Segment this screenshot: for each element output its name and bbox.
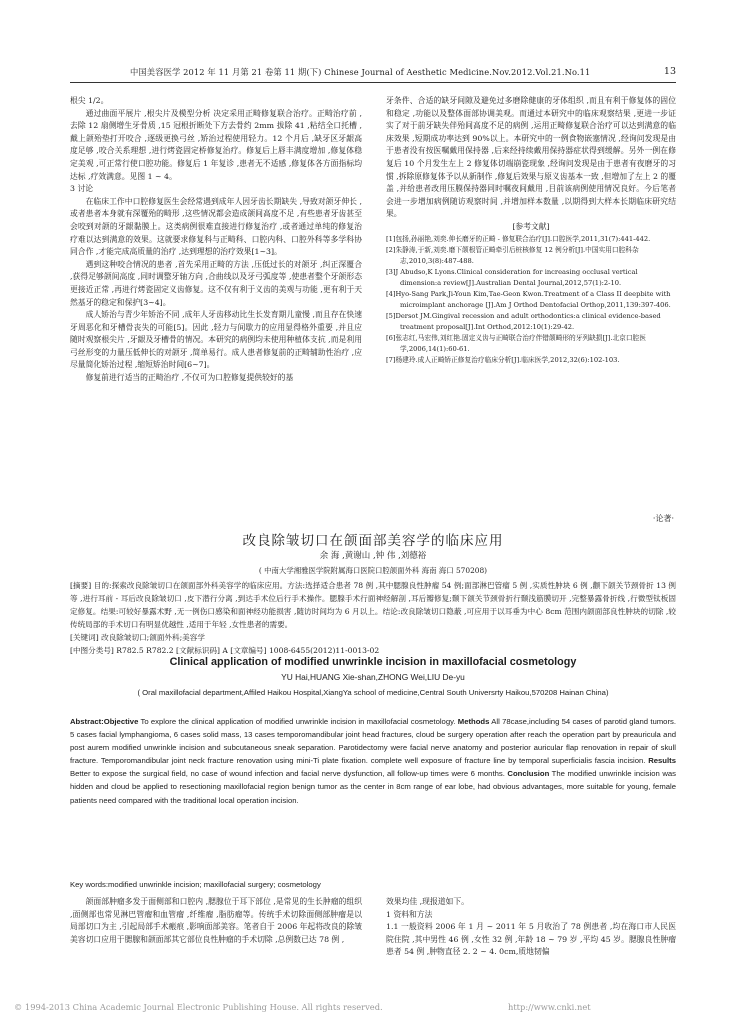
methods-text: All 78case,including 54 cases of parotid gland tumors. 5 cases facial lymphangioma, 6 cases solid mass, 13 cases temporomandibular joint head fractures, cloud be surgery operation after reach the operation part by preauricula and post aurem modified unwrinkle incision and subcutaneous sneak separation. Parotidectomy were facial nerve anatomy and posterior auricular flap renovation in repair of skull fracture. Temporomandibular joint neck fracture renovation using mini-Ti plate fixation. complete well exposure of fracture line by temporal superficialis fascia incision. — [70, 717, 676, 766]
section-heading: 3 讨论 — [70, 184, 94, 194]
body-right-column — [386, 896, 676, 959]
paragraph: 在临床工作中口腔修复医生会经常遇到成年人因牙齿长期缺失 ,导致对颌牙伸长 ,或者患者本身就有深覆殆的畸形 ,这些情况都会造成颌间高度不足 ,有些患者牙齿甚至会咬到对颌的牙龈黏膜上。这类病例很难直接进行修复治疗 ,或者通过单纯的修复治疗难以达到满意的效果。这就要求修复科与正畸科、口腔内科、口腔外科等多学科协同合作 ,才能完成高质量的治疗 ,达到理想的治疗效果[1~3]。 — [70, 196, 362, 257]
paragraph: 1.1 一般资料 2006 年 1 月 ~ 2011 年 5 月收治了 78 例患者 ,均在海口市人民医院住院 ,其中男性 46 例 ,女性 32 例 ,年龄 18 ~ 79 岁 ,平均 45 岁。腮腺良性肿瘤患者 54 例 ,肿物直径 2. 2 ~ 4. 0cm,质地韧偏 — [386, 922, 676, 957]
reference-item: [5]Dersot JM.Gingival recession and adult orthodontics:a clinical evidence-based treatment proposal[J].Int Orthod,2012:10(1):29-42. — [386, 311, 661, 331]
abstract-cn: [摘要] 目的:探索改良除皱切口在颌面部外科美容学的临床应用。方法:选择适合患者 78 例 ,其中腮腺良性肿瘤 54 例;面部淋巴管瘤 5 例 ,实质性肿块 6 例 ,颧下颌关节颈骨折 13 例等 ,进行耳前 - 耳后改良除皱切口 ,皮下潜行分离 ,到达手术位后行手术操作。腮腺手术行面神经解剖 ,耳后瓣修复;颞下颌关节颈骨折行颞浅筋膜切开 ,完整暴露骨折线 ,行微型钛板固定修复。结果:可较好暴露术野 ,无一例伤口感染和面神经功能损害 ,随访时间均为 6 月以上。结论:改良除皱切口隐蔽 ,可应用于以耳垂为中心 8cm 范围内颌面部良性肿块的切除 ,较传统局部的手术切口有明显优越性 ,适用于年轻 ,女性患者的需要。 — [70, 581, 676, 630]
references-heading: [参考文献] — [512, 221, 550, 231]
keywords-en: Key words:modified unwrinkle incision; maxillofacial surgery; cosmetology — [70, 880, 321, 889]
section-heading: 1 资料和方法 — [386, 909, 433, 919]
article-title-en: Clinical application of modified unwrinkle incision in maxillofacial cosmetology — [169, 656, 577, 668]
paragraph: 根尖 1/2。 — [70, 96, 109, 105]
paragraph: 牙条件、合适的缺牙间隙及避免过多磨除健康的牙体组织 ,而且有利于修复体的固位和稳定 ,功能以及整体面部协调美观。而通过本研究中的临床观察结果 ,更进一步证实了对于前牙缺失伴殆间高度不足的病例 ,运用正畸修复联合治疗可以达到满意的临床效果 ,短期成功率达到 90%以上。本研究中的一例食物嵌塞情况 ,经询问发现是由于患者没有按医嘱戴用保持器 ,后来经持续戴用保持器症状得到缓解。另外一例在修复后 10 个月发生左上 2 修复体切端崩瓷现象 ,经询问发现是由于患者有夜磨牙的习惯 ,拆除原修复体予以从新制作 ,修复后效果与原义齿基本一致 ,但增加了左上 2 的覆盖 ,并给患者改用压膜保持器同时嘱夜间戴用 ,目前该病例使用情况良好。今后笔者会进一步增加病例随访观察时间 ,并增加样本数量 ,以期得到大样本长期临床研究结果。 — [386, 96, 676, 219]
reference-item: [1]包扬,孙丽艳,刘奕.伸长磨牙的正畸 - 修复联合治疗[J].口腔医学,2011,31(7):441-442. — [386, 234, 651, 243]
reference-item: [6]张志红,马宏伟,刘红艳.固定义齿与正畸联合治疗伴错颌畸形的牙列缺损[J].北京口腔医学,2006,14(1):60-61. — [386, 333, 646, 353]
affiliation-cn: ( 中南大学湘雅医学院附属海口医院口腔颌面外科 海南 海口 570208) — [258, 566, 488, 575]
copyright-footer: © 1994-2013 China Academic Journal Electronic Publishing House. All rights reserved. — [14, 1002, 383, 1012]
running-header — [70, 66, 676, 83]
reference-item: [3]J Abudso,K Lyons.Clinical consideration for increasing occlusal vertical dimension:a review[J].Australian Dental Journal,2012,57(1):2-10. — [386, 267, 638, 287]
affiliation-en: ( Oral maxillofacial department,Affiled Haikou Hospital,XiangYa school of medicine,Central South Universrty Haikou,570208 Hainan China) — [137, 688, 609, 697]
results-text: Better to expose the surgical field, no case of wound infection and facial nerve dysfunction, all follow-up times were 6 months. — [70, 769, 505, 779]
keywords-cn: [关键词] 改良除皱切口;颌面外科;美容学 — [70, 633, 205, 643]
page-number: 13 — [663, 66, 676, 77]
body-left-column — [70, 896, 362, 946]
reference-item: [7]杨建玲.成人正畸矫正修复治疗临床分析[J].临床医学,2012,32(6):102-103. — [386, 355, 620, 364]
objective-label: Objective — [103, 717, 139, 726]
right-column — [386, 95, 676, 366]
footer-url[interactable]: http://www.cnki.net — [508, 1002, 591, 1012]
abstract-cn-block — [70, 579, 676, 658]
paragraph: 修复前进行适当的正畸治疗 ,不仅可为口腔修复提供较好的基 — [85, 373, 294, 383]
abstract-label: Abstract: — [70, 717, 104, 726]
conclusion-label: Conclusion — [507, 769, 550, 779]
results-label: Results — [648, 756, 676, 766]
reference-item: [2]朱静涛,于新,刘奕.磨下颌根管正畸牵引后桩核修复 12 例分析[J].中国实用口腔科杂志,2010,3(8):487-488. — [386, 245, 639, 265]
section-tag: ·论著· — [652, 514, 674, 523]
authors-en: YU Hai,HUANG Xie-shan,ZHONG Wei,LIU De-yu — [281, 672, 465, 682]
running-title: 中国美容医学 2012 年 11 月第 21 卷第 11 期(下) Chinese Journal of Aesthetic Medicine.Nov.2012.Vol.21.No.11 — [130, 67, 591, 77]
paragraph: 成人矫治与青少年矫治不同 ,成年人牙齿移动比生长发育期儿童慢 ,而且存在快速牙周恶化和牙槽骨丧失的可能[5]。因此 ,轻力与间歇力的应用显得格外重要 ,并且应随时观察根尖片 ,牙龈及牙槽骨的情况。本研究的病例均未使用种植体支抗 ,而是利用弓丝形变的力量压低伸长的对颌牙 ,简单易行。成人患者修复前的正畸辅助性治疗 ,应尽量简化矫治过程 ,缩短矫治时间[6~7]。 — [70, 310, 362, 370]
left-column — [70, 95, 362, 385]
paragraph: 遇到这种咬合情况的患者 ,首先采用正畸的方法 ,压低过长的对颌牙 ,纠正深覆合 ,获得足够颌间高度 ,同时调整牙轴方向 ,合曲线以及牙弓弧度等 ,使患者整个牙颌形态更接近正常 ,再进行烤瓷固定义齿修复。这不仅有利于义齿的美观与功能 ,更有利于天然基牙的稳定和保护[3~4]。 — [70, 259, 362, 307]
paragraph: 效果均佳 ,现报道如下。 — [386, 897, 469, 906]
paragraph: 通过曲面平展片 ,根尖片及模型分析 决定采用正畸修复联合治疗。正畸治疗前 ,去除 12 扇侧增生牙骨质 ,15 冠根折断处下方去骨约 2mm 拔除 41 ,粘结全口托槽 ,戴上颌殆垫打开咬合 ,逐级更换弓丝 ,矫治过程使用轻力。12 个月后 ,缺牙区牙龈高度足够 ,咬合关系理想 ,进行烤瓷固定桥修复治疗。修复后上唇丰满度增加 ,修复体稳定美观 ,可正常行使口腔功能。修复后 1 年复诊 ,患者无不适感 ,修复体各方面指标均达标 ,疗效满意。见图 1 ~ 4。 — [70, 108, 362, 181]
article-title-cn: 改良除皱切口在颌面部美容学的临床应用 — [242, 533, 504, 549]
authors-cn: 余 海 ,黄谢山 ,钟 伟 ,刘德裕 — [319, 551, 427, 561]
reference-item: [4]Hyo-Sang Park,Ji-Youn Kim,Tae-Geon Kwon.Treatment of a Class II deepbite with microimplant anchorage [J].Am J Orthod Dentofacial Orthop,2011,139:397-406. — [386, 289, 671, 309]
objective-text: To explore the clinical application of modified unwrinkle incision in maxillofacial cosmetology. — [138, 717, 456, 726]
paragraph: 颌面部肿瘤多发于面侧部和口腔内 ,腮腺位于耳下部位 ,是常见的生长肿瘤的组织 ,面侧部也常见淋巴管瘤和血管瘤 ,纤维瘤 ,脂肪瘤等。传统手术切除面侧部肿瘤是以局部切口为主 ,引起局部手术瘢痕 ,影响面部美容。笔者自于 2006 年起将改良的除皱美容切口应用于腮腺和颌面部其它部位良性肿瘤的手术切除 ,总例数已达 78 例 , — [70, 897, 363, 944]
conclusion-text: The modified unwrinkle incision was hidden and cloud be applied to resectioning maxillofacial region benign tumor as the center in 8cm range of ear lobe, had obvious advantages, more suitable for young, female patients need compared with the traditional local operation incision. — [70, 769, 676, 805]
abstract-en — [70, 715, 676, 807]
classification-cn: [中图分类号] R782.5 R782.2 [文献标识码] A [文章编号] 1008-6455(2012)11-0013-02 — [70, 646, 380, 656]
methods-label: Methods — [457, 717, 490, 726]
